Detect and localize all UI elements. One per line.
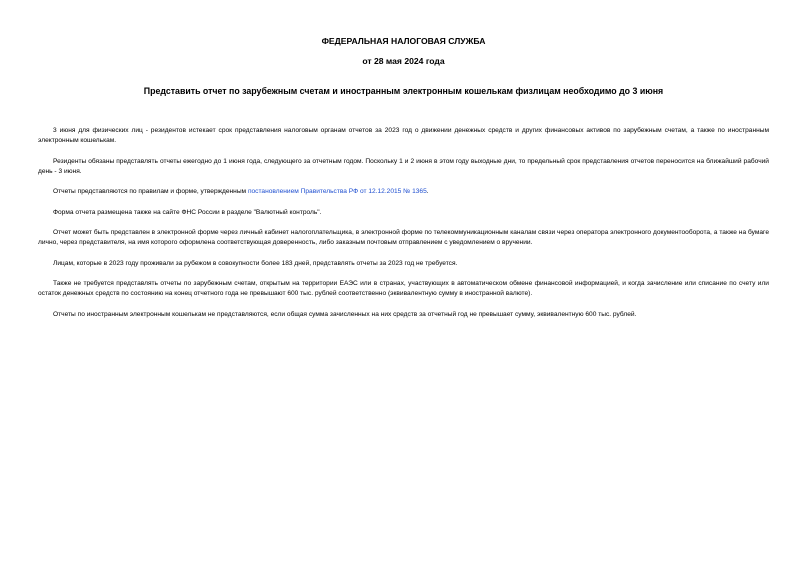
document-body (38, 126, 769, 320)
paragraph-abroad: Лицам, которые в 2023 году проживали за рубежом в совокупности более 183 дней, представлять отчеты за 2023 год не требуется. (53, 259, 458, 267)
paragraph-deadline: 3 июня для физических лиц - резидентов истекает срок представления налоговым органам отчетов за 2023 год о движении денежных средств и других финансовых активов по зарубежным счетам, а также по иностранным электронным кошелькам. (38, 127, 769, 144)
paragraph-exemption: Также не требуется представлять отчеты по зарубежным счетам, открытым на территории ЕАЭС или в странах, участвующих в автоматическом обмене финансовой информацией, и когда зачисление или списание по счету или остаток денежных средств по состоянию на конец отчетного года не превышают 600 тыс. рублей соответственно (эквивалентную сумму в иностранной валюте). (38, 280, 769, 297)
document-date: от 28 мая 2024 года (362, 56, 445, 66)
agency-title: ФЕДЕРАЛЬНАЯ НАЛОГОВАЯ СЛУЖБА (321, 36, 486, 46)
paragraph-rules (38, 187, 769, 197)
government-decree-link[interactable]: постановлением Правительства РФ от 12.12.2015 № 1365 (247, 188, 427, 195)
paragraph-rules-end: . (426, 188, 429, 195)
paragraph-wallets: Отчеты по иностранным электронным кошелькам не представляются, если общая сумма зачисленных на них средств за отчетный год не превышает сумму, эквивалентную 600 тыс. рублей. (53, 310, 637, 318)
paragraph-obligation: Резиденты обязаны представлять отчеты ежегодно до 1 июня года, следующего за отчетным годом. Поскольку 1 и 2 июня в этом году выходные дни, то предельный срок представления отчетов переносится на ближайший рабочий день - 3 июня. (38, 157, 769, 175)
paragraph-rules-text: Отчеты представляются по правилам и форме, утвержденным (53, 188, 248, 195)
document-headline: Представить отчет по зарубежным счетам и иностранным электронным кошелькам физлицам необходимо до 3 июня (143, 86, 664, 96)
paragraph-form: Форма отчета размещена также на сайте ФНС России в разделе "Валютный контроль". (53, 208, 322, 216)
paragraph-submission: Отчет может быть представлен в электронной форме через личный кабинет налогоплательщика, в электронной форме по телекоммуникационным каналам связи через оператора электронного документооборота, а также на бумаге лично, через представителя, на имя которого оформлена соответствующая доверенность, либо заказным почтовым отправлением с уведомлением о вручении. (38, 229, 769, 246)
